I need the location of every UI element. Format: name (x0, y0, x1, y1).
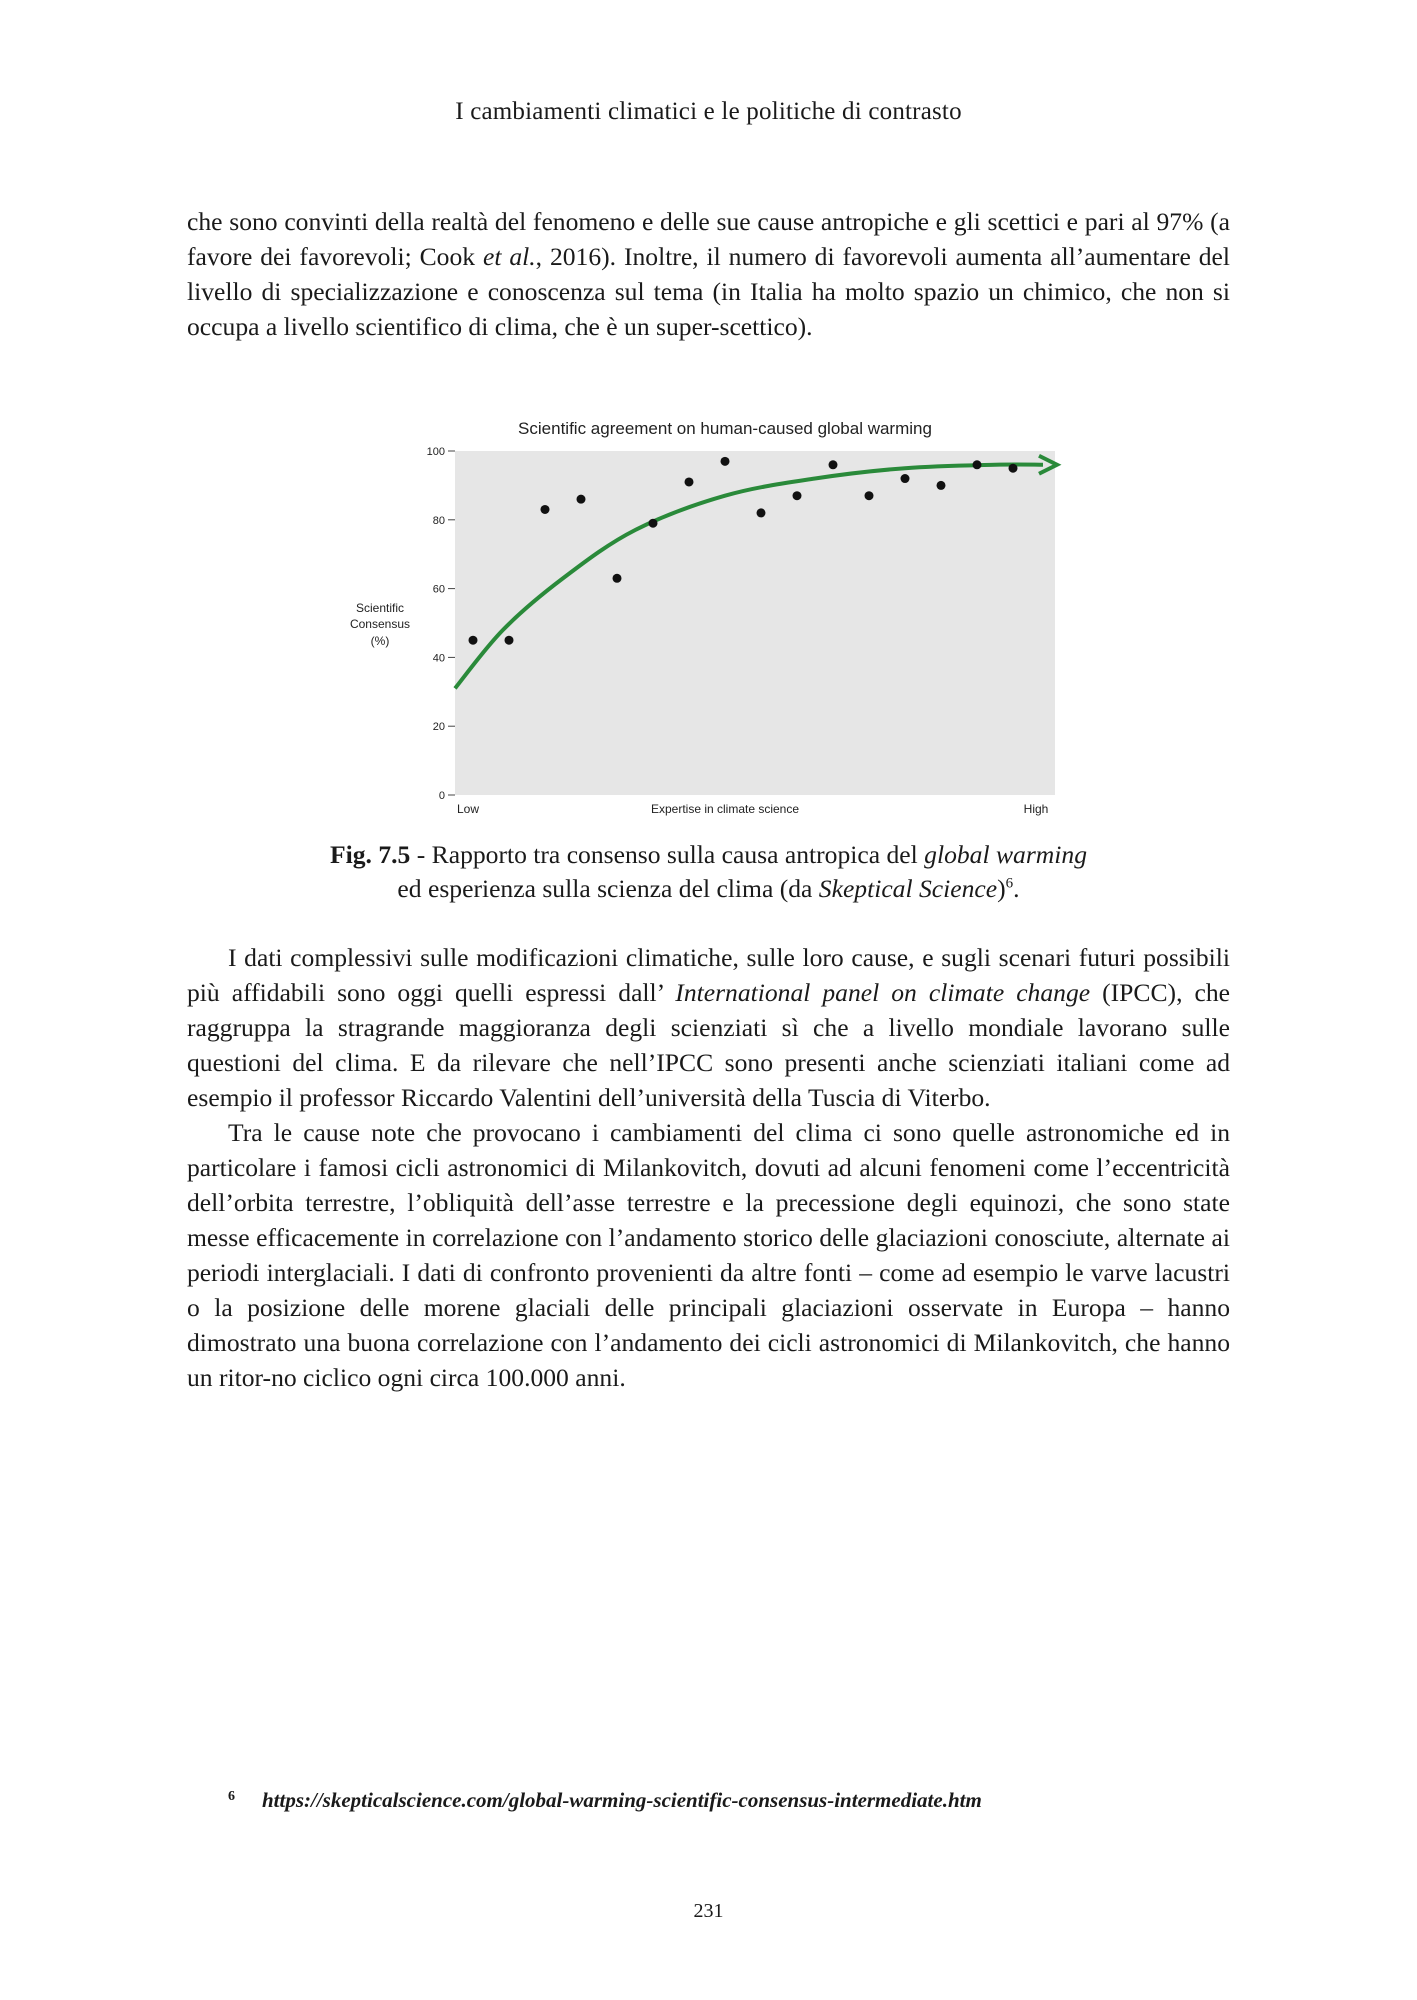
caption-label: Fig. 7.5 (329, 840, 411, 869)
body-paragraph-2 (187, 940, 1230, 1115)
paragraph-text: (IPCC), che raggruppa la stragrande maggioranza degli scienziati sì che a livello mondiale lavorano sulle questioni del clima. E da rilevare che nell’IPCC sono presenti anche scienziati italiani come ad esempio il professor Riccardo Valentini dell’università della Tuscia di Viterbo. (187, 978, 1230, 1112)
data-point (757, 508, 766, 517)
caption-text: - Rapporto tra consenso sulla causa antropica del (410, 840, 925, 869)
y-tick-label: 100 (426, 446, 445, 458)
data-point (613, 574, 622, 583)
y-axis-label-line-1: Scientific (355, 601, 405, 615)
y-tick-label: 20 (432, 721, 445, 734)
body-paragraph-1 (187, 204, 1230, 344)
y-tick-label: 0 (438, 790, 445, 802)
caption-text: . (1013, 874, 1020, 903)
paragraph-text: , 2016). Inoltre, il numero di favorevoli aumenta all’aumentare del livello di specializzazione e conoscenza sul tema (in Italia ha molto spazio un chimico, che non si occupa a livello scientifico di clima, che è un super-scettico). (187, 242, 1230, 341)
x-tick-label-high: High (1023, 802, 1049, 816)
caption-italic: Skeptical Science (818, 874, 998, 903)
chart-title: Scientific agreement on human-caused global warming (518, 419, 932, 438)
data-point (685, 477, 694, 486)
body-paragraphs-2-3 (187, 940, 1230, 1395)
figure-caption (187, 838, 1230, 906)
x-axis-label: Expertise in climate science (650, 802, 800, 816)
caption-line-2 (187, 872, 1230, 906)
footnote-mark: 6 (228, 1789, 235, 1804)
data-point (649, 519, 658, 528)
caption-italic: global warming (924, 840, 1087, 869)
data-point (1009, 464, 1018, 473)
data-point (541, 505, 550, 514)
y-axis-label-line-3: (%) (370, 634, 390, 648)
citation-italic: et al. (482, 242, 536, 271)
caption-line-1 (187, 838, 1230, 872)
y-tick-label: 40 (432, 652, 445, 665)
y-axis-label-line-2: Consensus (349, 617, 411, 631)
y-axis-ticks (427, 446, 455, 802)
data-point (865, 491, 874, 500)
data-point (505, 636, 514, 645)
x-tick-label-low: Low (456, 802, 480, 816)
paragraph-text: che sono convinti della realtà del fenomeno e delle sue cause antropiche e gli scettici e pari al 97% (a favore dei favorevoli; Cook (187, 207, 1230, 271)
plot-area (455, 451, 1055, 795)
data-point (577, 495, 586, 504)
data-point (829, 460, 838, 469)
data-point (721, 457, 730, 466)
caption-text: ) (997, 874, 1006, 903)
data-point (973, 460, 982, 469)
data-point (901, 474, 910, 483)
page-number: 231 (693, 1900, 724, 1922)
data-point (937, 481, 946, 490)
running-head: I cambiamenti climatici e le politiche di contrasto (455, 98, 962, 125)
paragraph-text: I dati complessivi sulle modificazioni climatiche, sulle loro cause, e sugli scenari futuri possibili più affidabili sono oggi quelli espressi dall’ (187, 943, 1230, 1007)
y-tick-label: 80 (432, 514, 445, 527)
data-point (793, 491, 802, 500)
caption-text: ed esperienza sulla scienza del clima (da (397, 874, 819, 903)
body-paragraph-3: Tra le cause note che provocano i cambiamenti del clima ci sono quelle astronomiche ed in particolare i famosi cicli astronomici di Milankovitch, dovuti ad alcuni fenomeni come l’eccentricità dell’orbita terrestre, l’obliquità dell’asse terrestre e la precessione degli equinozi, che sono state messe efficacemente in correlazione con l’andamento storico delle glaciazioni conosciute, alternate ai periodi interglaciali. I dati di confronto provenienti da altre fonti – come ad esempio le varve lacustri o la posizione delle morene glaciali delle principali glaciazioni osservate in Europa – hanno dimostrato una buona correlazione con l’andamento dei cicli astronomici di Milankovitch, che hanno un ritor-no ciclico ogni circa 100.000 anni. (187, 1118, 1230, 1392)
consensus-chart (320, 412, 1100, 832)
footnote-link[interactable]: https://skepticalscience.com/global-warming-scientific-consensus-intermediate.htm (262, 1788, 982, 1812)
y-tick-label: 60 (432, 583, 445, 596)
organization-italic: International panel on climate change (675, 978, 1091, 1007)
footnote-reference: 6 (1005, 875, 1014, 892)
chart-svg (320, 412, 1100, 832)
data-point (469, 636, 478, 645)
